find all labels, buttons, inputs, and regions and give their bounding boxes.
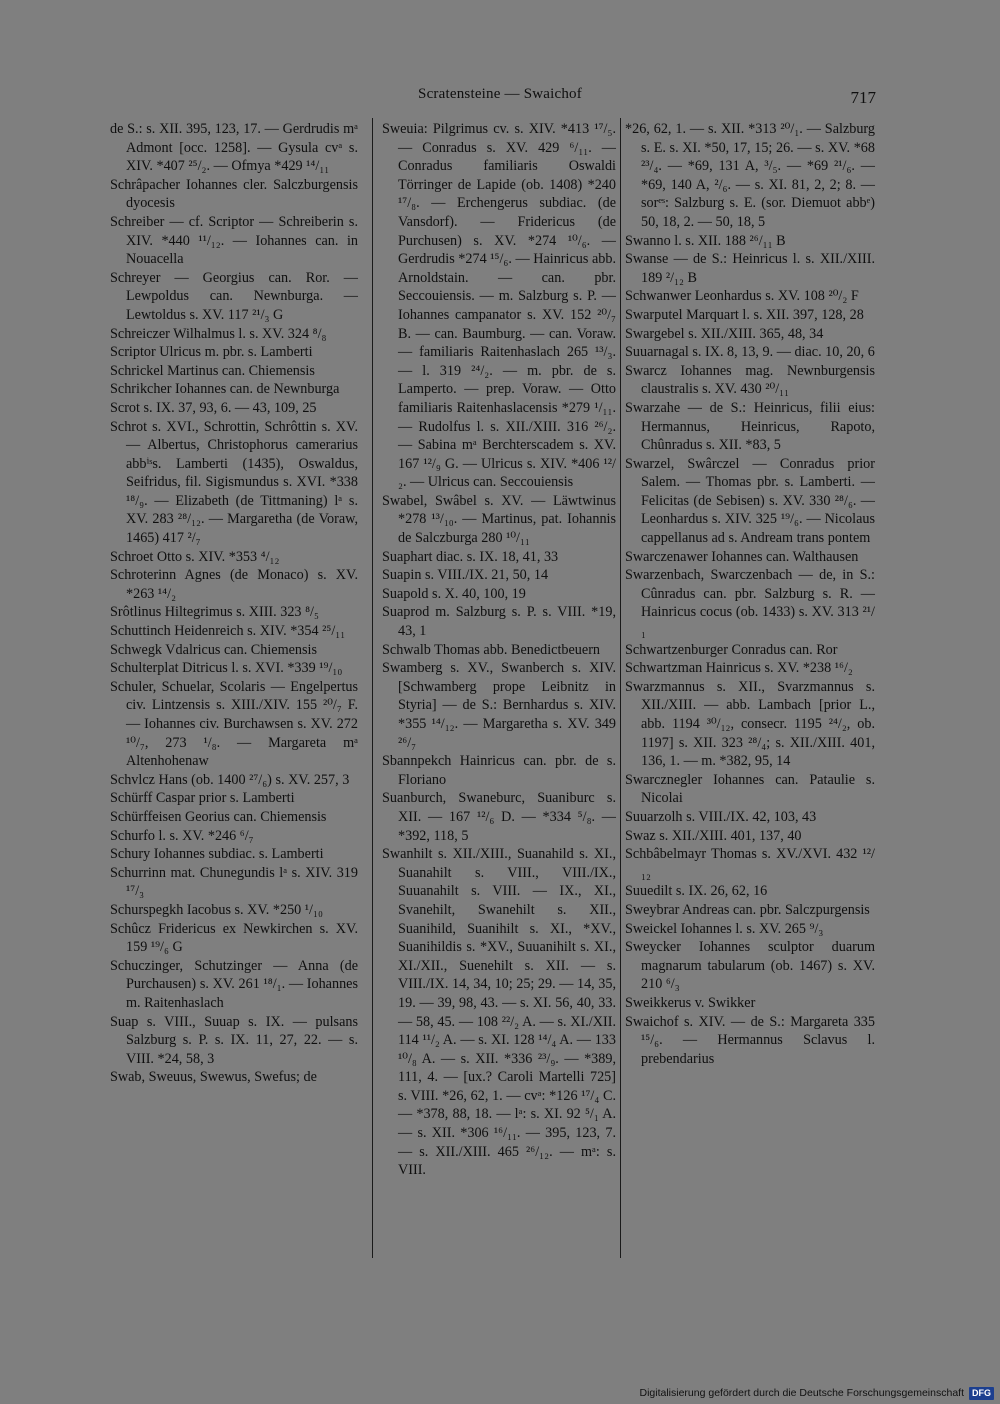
index-entry: Schbâbelmayr Thomas s. XV./XVI. 432 ¹²/₁₂ bbox=[625, 846, 875, 881]
dfg-logo: DFG bbox=[969, 1387, 994, 1400]
index-entry: Schroterinn Agnes (de Monaco) s. XV. *263 ¹⁴/₂ bbox=[110, 567, 358, 602]
index-entry: Suapold s. X. 40, 100, 19 bbox=[382, 585, 526, 602]
page-number: 717 bbox=[850, 88, 876, 107]
index-entry: Swarczenawer Iohannes can. Walthausen bbox=[625, 548, 859, 565]
index-entry: Swab, Sweuus, Swewus, Swefus; de bbox=[110, 1069, 317, 1086]
index-entry: Sweuia: Pilgrimus cv. s. XIV. *413 ¹⁷/₅. — Conradus s. XV. 429 ⁶/₁₁. — Conradus familiaris Oswaldi Törringer de Lapide (ob. 1408) *240 ¹⁷/₈. — Erchengerus subdiac. (de Vansdorf). — Fridericus (de Purchusen) s. XV. *274 ¹⁰/₆. — Gerdrudis *274 ¹⁵/₆. — Hainricus abb. Arnoldstain. — can. pbr. Seccouiensis. — m. Salzburg s. P. — Iohannes campanator s. XV. 152 ²⁰/₇ B. — can. Baumburg. — can. Voraw. — familiaris Raitenhaslach 265 ¹³/₃. — l. 319 ²⁴/₂. — m. pbr. de s. Lamperto. — prep. Voraw. — Otto familiaris Raitenhaslacensis *279 ¹/₁₁. — Rudolfus l. s. XII./XIII. 316 ²⁶/₂. — Sabina mᵃ Berchterscadem s. XV. 167 ¹²/₉ G. — Ulricus s. XIV. *406 ¹²/₂. — Ulricus can. Seccouiensis bbox=[382, 121, 616, 491]
index-entry: Schrikcher Iohannes can. de Newnburga bbox=[110, 381, 340, 398]
index-entry: Schurspegkh Iacobus s. XV. *250 ¹/₁₀ bbox=[110, 901, 323, 918]
column-1 bbox=[110, 120, 358, 1087]
index-entry: Swarzmannus s. XII., Svarzmannus s. XII./XIII. — abb. Lambach [prior L., abb. 1194 ³⁰/₁₂, consecr. 1195 ²⁴/₂, ob. 1197] s. XII. 323 ²⁸/₄; s. XII./XIII. 401, 136, 1. — m. *382, 95, 14 bbox=[625, 678, 875, 770]
column-2 bbox=[382, 120, 616, 1180]
index-entry: Suuedilt s. IX. 26, 62, 16 bbox=[625, 883, 768, 900]
index-entry: Swargebel s. XII./XIII. 365, 48, 34 bbox=[625, 325, 824, 342]
index-entry: Schvlcz Hans (ob. 1400 ²⁷/₆) s. XV. 257, 3 bbox=[110, 771, 350, 788]
index-entry: Schroet Otto s. XIV. *353 ⁴/₁₂ bbox=[110, 548, 280, 565]
index-entry: Schurrinn mat. Chunegundis lᵃ s. XIV. 319 ¹⁷/₃ bbox=[110, 864, 358, 900]
index-entry: *26, 62, 1. — s. XII. *313 ²⁰/₁. — Salzburg s. E. s. XI. *50, 17, 15; 26. — s. XV. *68 ²³/₄. — *69, 131 A, ³/₅. — *69 ²¹/₆. — *69, 140 A, ²/₆. — s. XI. 81, 2, 2; 8. — sorᵉˢ: Salzburg s. E. (sor. Diemuot abbᵉ) 50, 18, 2. — 50, 18, 5 bbox=[625, 121, 875, 230]
index-entry: Swaz s. XII./XIII. 401, 137, 40 bbox=[625, 827, 802, 844]
index-entry: Scriptor Ulricus m. pbr. s. Lamberti bbox=[110, 344, 313, 361]
index-entry: Schurfo l. s. XV. *246 ⁶/₇ bbox=[110, 827, 254, 844]
index-entry: Schuttinch Heidenreich s. XIV. *354 ²⁵/₁₁ bbox=[110, 623, 346, 640]
index-entry: Swarzahe — de S.: Heinricus, filii eius: Hermannus, Heinricus, Rapoto, Chûnradus s. XII. *83, 5 bbox=[625, 399, 875, 454]
index-entry: Swabel, Swâbel s. XV. — Läwtwinus *278 ¹³/₁₀. — Martinus, pat. Iohannis de Salczburga 280 ¹⁰/₁₁ bbox=[382, 492, 616, 547]
footer-credit: Digitalisierung gefördert durch die Deutsche Forschungsgemeinschaft bbox=[639, 1387, 964, 1399]
index-entry: Sbannpekch Hainricus can. pbr. de s. Floriano bbox=[382, 753, 616, 788]
index-entry: Schwanwer Leonhardus s. XV. 108 ²⁰/₂ F bbox=[625, 288, 859, 305]
index-entry: Suapin s. VIII./IX. 21, 50, 14 bbox=[382, 567, 549, 584]
index-entry: Swarzel, Swârczel — Conradus prior Salem. — Thomas pbr. s. Lamberti. — Felicitas (de Sebisen) s. XV. 330 ²⁸/₆. — Leonhardus s. XIV. 325 ¹⁹/₆. — Nicolaus cappellanus ad s. Andream trans pontem bbox=[625, 455, 875, 547]
index-entry: Suuarzolh s. VIII./IX. 42, 103, 43 bbox=[625, 808, 817, 825]
index-entry: Suaphart diac. s. IX. 18, 41, 33 bbox=[382, 548, 559, 565]
running-header: Scratensteine — Swaichof bbox=[418, 86, 582, 102]
index-entry: Swarputel Marquart l. s. XII. 397, 128, 28 bbox=[625, 306, 864, 323]
index-entry: Suanburch, Swaneburc, Suaniburc s. XII. — 167 ¹²/₆ D. — *334 ⁵/₈. — *392, 118, 5 bbox=[382, 790, 616, 844]
index-entry: Sweikkerus v. Swikker bbox=[625, 994, 756, 1011]
index-entry: Schury Iohannes subdiac. s. Lamberti bbox=[110, 846, 324, 863]
index-entry: Swanno l. s. XII. 188 ²⁶/₁₁ B bbox=[625, 232, 786, 249]
column-divider bbox=[620, 118, 621, 1258]
index-entry: Swarzenbach, Swarczenbach — de, in S.: Cûnradus can. pbr. Salzburg s. R. — Hainricus cocus (ob. 1433) s. XV. 313 ²¹/₁ bbox=[625, 567, 875, 640]
index-entry: Schreyer — Georgius can. Ror. — Lewpoldus can. Newnburga. — Lewtoldus s. XV. 117 ²¹/₃ G bbox=[110, 269, 358, 323]
index-entry: Schreiczer Wilhalmus l. s. XV. 324 ⁸/₈ bbox=[110, 325, 327, 342]
index-entry: Schwalb Thomas abb. Benedictbeuern bbox=[382, 641, 601, 658]
index-entry: Swarcznegler Iohannes can. Pataulie s. Nicolai bbox=[625, 771, 875, 807]
index-entry: Sweycker Iohannes sculptor duarum magnarum tabularum (ob. 1467) s. XV. 210 ⁶/₃ bbox=[625, 939, 875, 993]
index-entry: Schuler, Schuelar, Scolaris — Engelpertus civ. Lintzensis s. XIII./XIV. 155 ²⁰/₇ F. — Iohannes civ. Burchawsen s. XV. 272 ¹⁰/₇, 273 ¹/₈. — Margareta mᵃ Altenhohenaw bbox=[110, 678, 358, 770]
index-entry: Swamberg s. XV., Swanberch s. XIV. [Schwamberg prope Leibnitz in Styria] — de S.: Bernhardus s. XIV. *355 ¹⁴/₁₂. — Margaretha s. XV. 349 ²⁶/₇ bbox=[382, 660, 616, 751]
index-entry: Schürffeisen Georius can. Chiemensis bbox=[110, 808, 327, 825]
index-entry: Swarcz Iohannes mag. Newnburgensis claustralis s. XV. 430 ²⁰/₁₁ bbox=[625, 362, 875, 398]
footer bbox=[0, 1382, 1000, 1404]
index-entry: Schürff Caspar prior s. Lamberti bbox=[110, 790, 295, 807]
index-entry: Sweybrar Andreas can. pbr. Salczpurgensis bbox=[625, 901, 870, 918]
index-entry: de S.: s. XII. 395, 123, 17. — Gerdrudis mᵃ Admont [occ. 1258]. — Gysula cvᵃ s. XIV. *407 ²⁵/₂. — Ofmya *429 ¹⁴/₁₁ bbox=[110, 121, 358, 175]
index-entry: Schulterplat Ditricus l. s. XVI. *339 ¹⁹/₁₀ bbox=[110, 660, 343, 677]
index-entry: Schwartzman Hainricus s. XV. *238 ¹⁶/₂ bbox=[625, 660, 853, 677]
index-entry: Schrot s. XVI., Schrottin, Schrôttin s. XV. — Albertus, Christophorus camerarius abbⁱˢs. Lamberti (1435), Oswaldus, Seifridus, fil. Sigismundus s. XVI. *338 ¹⁸/₉. — Elizabeth (de Tittmaning) lᵃ s. XV. 283 ²⁸/₁₂. — Margaretha (de Voraw, 1465) 417 ²/₇ bbox=[110, 418, 358, 547]
index-entry: Scrot s. IX. 37, 93, 6. — 43, 109, 25 bbox=[110, 399, 317, 416]
index-entry: Schrickel Martinus can. Chiemensis bbox=[110, 362, 315, 379]
index-entry: Swanse — de S.: Heinricus l. s. XII./XIII. 189 ²/₁₂ B bbox=[625, 251, 875, 286]
index-entry: Schrâpacher Iohannes cler. Salczburgensis dyocesis bbox=[110, 176, 358, 212]
index-entry: Sweickel Iohannes l. s. XV. 265 ⁹/₃ bbox=[625, 920, 824, 937]
column-divider bbox=[372, 118, 373, 1258]
index-entry: Schûcz Fridericus ex Newkirchen s. XV. 159 ¹⁹/₆ G bbox=[110, 920, 358, 956]
index-entry: Schreiber — cf. Scriptor — Schreiberin s. XIV. *440 ¹¹/₁₂. — Iohannes can. in Nouacella bbox=[110, 213, 358, 268]
index-entry: Srôtlinus Hiltegrimus s. XIII. 323 ⁸/₅ bbox=[110, 604, 319, 621]
index-entry: Swaichof s. XIV. — de S.: Margareta 335 ¹⁵/₆. — Hermannus Sclavus l. prebendarius bbox=[625, 1013, 875, 1067]
column-3 bbox=[625, 120, 875, 1068]
index-entry: Schuczinger, Schutzinger — Anna (de Purchausen) s. XV. 261 ¹⁸/₁. — Iohannes m. Raitenhaslach bbox=[110, 957, 358, 1011]
index-entry: Suap s. VIII., Suuap s. IX. — pulsans Salzburg s. P. s. IX. 11, 27, 22. — s. VIII. *24, 58, 3 bbox=[110, 1013, 358, 1067]
index-entry: Swanhilt s. XII./XIII., Suanahild s. XI., Suanahilt s. VIII., VIII./IX., Suuanahilt s. VIII. — IX., XI., Svanehilt, Swanehilt s. XII., Suanihild, Suanihilt s. XI., *XV., Suanihildis s. *XV., Suuanihilt s. XI., XI./XII., Suenehilt s. XII. — s. VIII./IX. 14, 34, 10; 25; 29. — 14, 35, 19. — 39, 98, 43. — s. XI. 56, 40, 33. — 58, 45. — 108 ²²/₂ A. — s. XI./XII. 114 ¹¹/₂ A. — s. XI. 128 ¹⁴/₄ A. — 133 ¹⁰/₈ A. — s. XII. *336 ²³/₉. — *389, 111, 4. — [ux.? Caroli Martelli 725] s. VIII. *26, 62, 1. — cvᵃ: *126 ¹⁷/₄ C. — *378, 88, 18. — lᵃ: s. XI. 92 ⁵/₁ A. — s. XII. *306 ¹⁶/₁₁. — 395, 123, 7. — s. XII./XIII. 465 ²⁶/₁₂. — mᵃ: s. VIII. bbox=[382, 846, 616, 1179]
index-entry: Schwegk Vdalricus can. Chiemensis bbox=[110, 641, 317, 658]
index-entry: Suuarnagal s. IX. 8, 13, 9. — diac. 10, 20, 6 bbox=[625, 344, 875, 361]
index-entry: Schwartzenburger Conradus can. Ror bbox=[625, 641, 838, 658]
index-entry: Suaprod m. Salzburg s. P. s. VIII. *19, 43, 1 bbox=[382, 604, 616, 640]
